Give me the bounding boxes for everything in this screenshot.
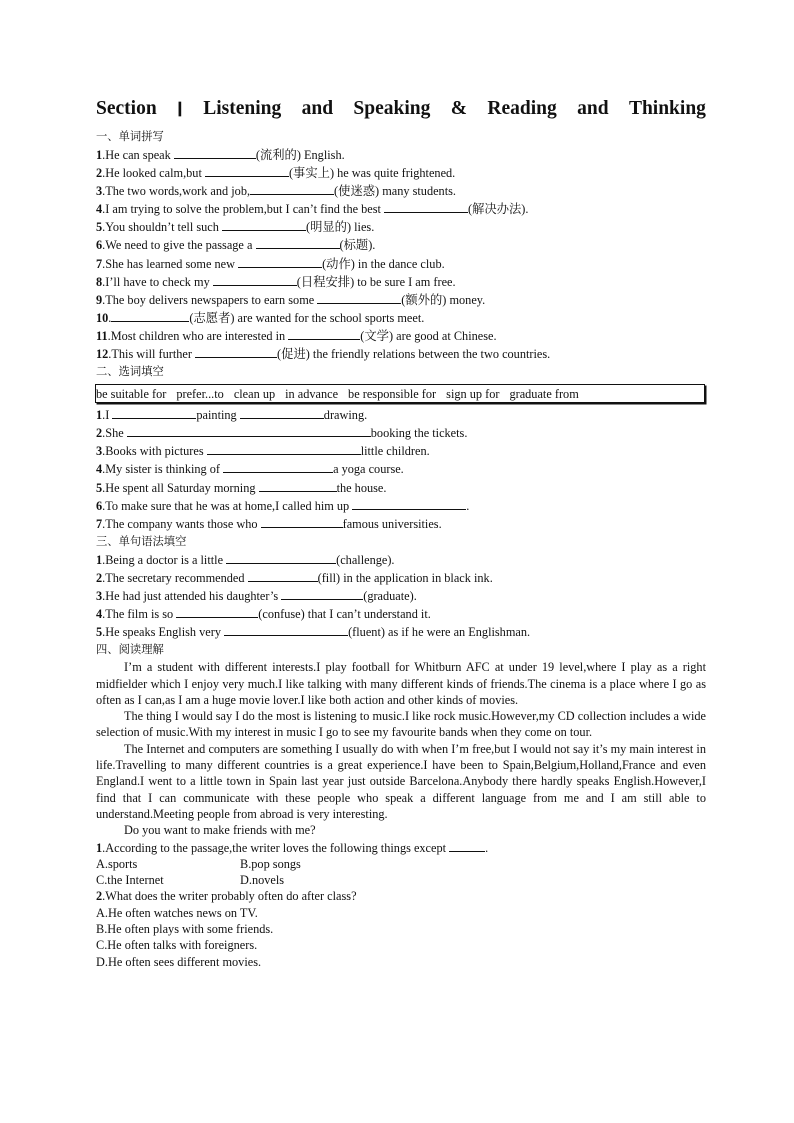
- item-number: 5: [96, 220, 103, 235]
- passage-paragraph: I’m a student with different interests.I play football for Whitburn AFC at under 19 level,where I play as a right midfielder which I enjoy very much.I like talking with many different kinds of friends.The cinema is a place where I go as often as I can,as I am a huge movie lover.I like both action and other kinds of movies.: [96, 660, 706, 707]
- answer-blank[interactable]: [317, 291, 401, 304]
- answer-blank[interactable]: [238, 255, 322, 268]
- spelling-exercises: [96, 146, 706, 363]
- item-number: 2: [96, 426, 103, 441]
- item-text: (graduate).: [363, 588, 417, 603]
- item-text: .According to the passage,the writer loves the following things except: [102, 840, 450, 855]
- exercise-line: [96, 442, 706, 460]
- item-text: .The secretary recommended: [102, 570, 248, 585]
- exercise-line: [96, 551, 706, 569]
- item-text: .What does the writer probably often do after class?: [102, 889, 357, 904]
- title-word: and: [301, 98, 334, 119]
- item-text: the house.: [336, 480, 387, 495]
- title-word: Ⅰ: [177, 100, 183, 121]
- answer-blank[interactable]: [174, 146, 256, 159]
- item-text: .: [485, 840, 489, 855]
- title-word: &: [450, 98, 467, 119]
- item-text: (fill) in the application in black ink.: [317, 570, 493, 585]
- item-text: .He speaks English very: [102, 625, 225, 640]
- item-number: 5: [96, 625, 103, 640]
- answer-blank[interactable]: [449, 839, 485, 852]
- exercise-line: [96, 345, 706, 363]
- exercise-line: [96, 218, 706, 236]
- item-text: (明显的) lies.: [305, 220, 375, 235]
- item-number: 7: [96, 516, 103, 531]
- item-number: 1: [96, 148, 103, 162]
- item-number: 1: [96, 552, 103, 567]
- item-number: 5: [96, 480, 103, 495]
- section-heading-spelling: 一、单词拼写: [96, 130, 164, 143]
- answer-blank[interactable]: [205, 164, 289, 177]
- exercise-line: [96, 291, 706, 309]
- item-number: 3: [96, 588, 103, 603]
- passage-paragraph: Do you want to make friends with me?: [124, 823, 316, 838]
- exercise-line: [96, 497, 706, 515]
- exercise-line: [96, 406, 706, 424]
- item-text: .Being a doctor is a little: [102, 552, 227, 567]
- item-number: 3: [96, 184, 103, 199]
- answer-blank[interactable]: [224, 623, 348, 636]
- word-bank-phrase: be responsible for: [348, 387, 437, 402]
- item-text: (使迷惑) many students.: [334, 184, 456, 199]
- item-text: .She: [102, 426, 127, 441]
- item-number: 7: [96, 256, 103, 271]
- answer-blank[interactable]: [222, 218, 306, 231]
- answer-option[interactable]: B.He often plays with some friends.: [96, 922, 274, 936]
- item-text: (促进) the friendly relations between the two countries.: [277, 347, 551, 362]
- answer-blank[interactable]: [240, 406, 324, 419]
- item-text: .The film is so: [102, 607, 177, 622]
- item-number: 1: [96, 840, 103, 855]
- item-text: (解决办法).: [468, 202, 529, 217]
- question-stem: [96, 888, 706, 904]
- title-word: Thinking: [628, 98, 706, 119]
- item-number: 2: [96, 166, 103, 181]
- item-text: little children.: [360, 444, 430, 459]
- exercise-line: [96, 460, 706, 478]
- item-text: (文学) are good at Chinese.: [360, 328, 497, 343]
- answer-blank[interactable]: [384, 200, 468, 213]
- word-bank-phrase: sign up for: [446, 387, 500, 402]
- item-number: 2: [96, 889, 103, 904]
- item-text: .You shouldn’t tell such: [102, 220, 222, 235]
- title-word: and: [577, 98, 609, 119]
- item-text: (动作) in the dance club.: [322, 256, 445, 271]
- item-text: .He spent all Saturday morning: [102, 480, 259, 495]
- title-word: Listening: [203, 98, 282, 119]
- exercise-line: [96, 273, 706, 291]
- item-text: .The two words,work and job,: [102, 184, 251, 199]
- reading-passage: [96, 659, 706, 838]
- exercise-line: [96, 605, 706, 623]
- item-text: a yoga course.: [333, 462, 404, 477]
- answer-blank[interactable]: [281, 587, 363, 600]
- item-text: (志愿者) are wanted for the school sports meet.: [189, 310, 425, 325]
- answer-blank[interactable]: [261, 515, 343, 528]
- item-number: 9: [96, 292, 103, 307]
- answer-option[interactable]: C.He often talks with foreigners.: [96, 938, 258, 953]
- item-text: .I’ll have to check my: [102, 274, 213, 289]
- word-bank-phrase: prefer...to: [176, 387, 224, 402]
- item-text: (confuse) that I can’t understand it.: [258, 607, 431, 622]
- exercise-line: [96, 309, 706, 327]
- item-text: .My sister is thinking of: [102, 462, 224, 477]
- answer-option[interactable]: A.sports: [96, 856, 138, 871]
- item-text: .He can speak: [102, 148, 174, 162]
- item-text: .I am trying to solve the problem,but I can’t find the best: [102, 202, 385, 217]
- exercise-line: [96, 587, 706, 605]
- item-text: (日程安排) to be sure I am free.: [296, 274, 456, 289]
- title-word: Speaking: [353, 98, 431, 119]
- answer-option[interactable]: C.the Internet: [96, 873, 164, 888]
- item-text: .Most children who are interested in: [107, 328, 289, 343]
- option-row: [96, 872, 706, 888]
- word-bank-phrase: clean up: [233, 387, 276, 402]
- answer-blank[interactable]: [111, 309, 189, 322]
- item-number: 11: [96, 328, 108, 343]
- exercise-line: [96, 327, 706, 345]
- worksheet: [96, 98, 706, 970]
- item-text: (标题).: [339, 238, 376, 253]
- answer-option[interactable]: B.pop songs: [240, 856, 301, 871]
- grammar-exercises: [96, 551, 706, 641]
- item-text: .He had just attended his daughter’s: [102, 588, 282, 603]
- item-number: 10: [96, 310, 109, 325]
- answer-options: [96, 856, 706, 889]
- item-number: 4: [96, 607, 103, 622]
- exercise-line: [96, 255, 706, 273]
- exercise-line: [96, 424, 706, 442]
- exercise-line: [96, 569, 706, 587]
- item-number: 2: [96, 570, 103, 585]
- item-number: 1: [96, 408, 103, 423]
- item-text: .She has learned some new: [102, 256, 239, 271]
- word-bank-phrase: graduate from: [509, 387, 579, 402]
- exercise-line: [96, 146, 706, 164]
- answer-blank[interactable]: [288, 327, 360, 340]
- item-number: 4: [96, 462, 103, 477]
- option-row: [96, 856, 706, 872]
- answer-blank[interactable]: [112, 406, 196, 419]
- answer-blank[interactable]: [176, 605, 258, 618]
- exercise-line: [96, 479, 706, 497]
- item-text: (额外的) money.: [401, 292, 486, 307]
- answer-blank[interactable]: [250, 182, 334, 195]
- answer-blank[interactable]: [352, 497, 466, 510]
- word-choice-exercises: [96, 406, 706, 533]
- page-title: [96, 98, 706, 122]
- item-number: 4: [96, 202, 103, 217]
- item-text: .I: [102, 408, 113, 423]
- title-word: Reading: [487, 98, 557, 119]
- section-heading-word-choice: 二、选词填空: [96, 365, 164, 379]
- word-bank-phrase: in advance: [285, 387, 339, 402]
- answer-option[interactable]: D.He often sees different movies.: [96, 954, 262, 969]
- section-heading-grammar: 三、单句语法填空: [96, 534, 187, 548]
- item-text: .: [108, 310, 112, 325]
- item-text: (fluent) as if he were an Englishman.: [348, 625, 531, 640]
- answer-option[interactable]: A.He often watches news on TV.: [96, 905, 258, 920]
- item-text: .This will further: [108, 347, 196, 362]
- answer-blank[interactable]: [223, 460, 333, 473]
- item-text: drawing.: [323, 408, 368, 423]
- answer-blank[interactable]: [226, 551, 336, 564]
- exercise-line: [96, 164, 706, 182]
- exercise-line: [96, 200, 706, 218]
- item-text: .The company wants those who: [102, 516, 261, 531]
- item-number: 6: [96, 498, 103, 513]
- exercise-line: [96, 623, 706, 641]
- answer-blank[interactable]: [256, 236, 340, 249]
- answer-options: [96, 905, 706, 970]
- exercise-line: [96, 236, 706, 254]
- answer-blank[interactable]: [213, 273, 297, 286]
- item-number: 6: [96, 238, 103, 253]
- word-bank-phrase: be suitable for: [96, 387, 167, 402]
- reading-questions: [96, 839, 706, 970]
- answer-blank[interactable]: [248, 569, 318, 582]
- item-text: (challenge).: [336, 552, 395, 567]
- item-text: .We need to give the passage a: [102, 238, 256, 253]
- item-text: painting: [196, 408, 240, 423]
- item-text: famous universities.: [342, 516, 442, 531]
- question-stem: [96, 839, 706, 856]
- answer-blank[interactable]: [127, 424, 371, 437]
- item-text: (事实上) he was quite frightened.: [288, 166, 456, 181]
- item-text: .: [466, 498, 470, 513]
- answer-blank[interactable]: [207, 442, 361, 455]
- item-text: .The boy delivers newspapers to earn some: [102, 292, 318, 307]
- item-number: 3: [96, 444, 103, 459]
- answer-blank[interactable]: [195, 345, 277, 358]
- answer-option[interactable]: D.novels: [240, 873, 285, 888]
- item-text: .Books with pictures: [102, 444, 207, 459]
- item-text: booking the tickets.: [370, 426, 468, 441]
- exercise-line: [96, 182, 706, 200]
- item-text: .He looked calm,but: [102, 166, 205, 181]
- passage-paragraph: The Internet and computers are something I usually do with when I’m free,but I would not say it’s my main interest in life.Travelling to many different countries is a great experience.I have been to Spain,Belgium,Holland,France and even England.I went to a little town in Spain last year just outside Barcelona.Anybody there hardly speaks English.However,I find that I can communicate with these people who speak a different language from me and I am still able to understand.Meeting people from abroad is very interesting.: [96, 741, 706, 821]
- exercise-line: [96, 515, 706, 533]
- item-text: (流利的) English.: [255, 148, 345, 162]
- title-word: Section: [96, 98, 157, 119]
- word-bank-box: [95, 384, 705, 403]
- item-number: 12: [96, 347, 109, 362]
- item-number: 8: [96, 274, 103, 289]
- passage-paragraph: The thing I would say I do the most is listening to music.I like rock music.However,my CD collection includes a wide selection of music.With my interest in music I go to see my favourite bands when they come on tour.: [96, 709, 706, 740]
- item-text: .To make sure that he was at home,I called him up: [102, 498, 353, 513]
- answer-blank[interactable]: [259, 479, 337, 492]
- section-heading-reading: 四、阅读理解: [96, 643, 164, 657]
